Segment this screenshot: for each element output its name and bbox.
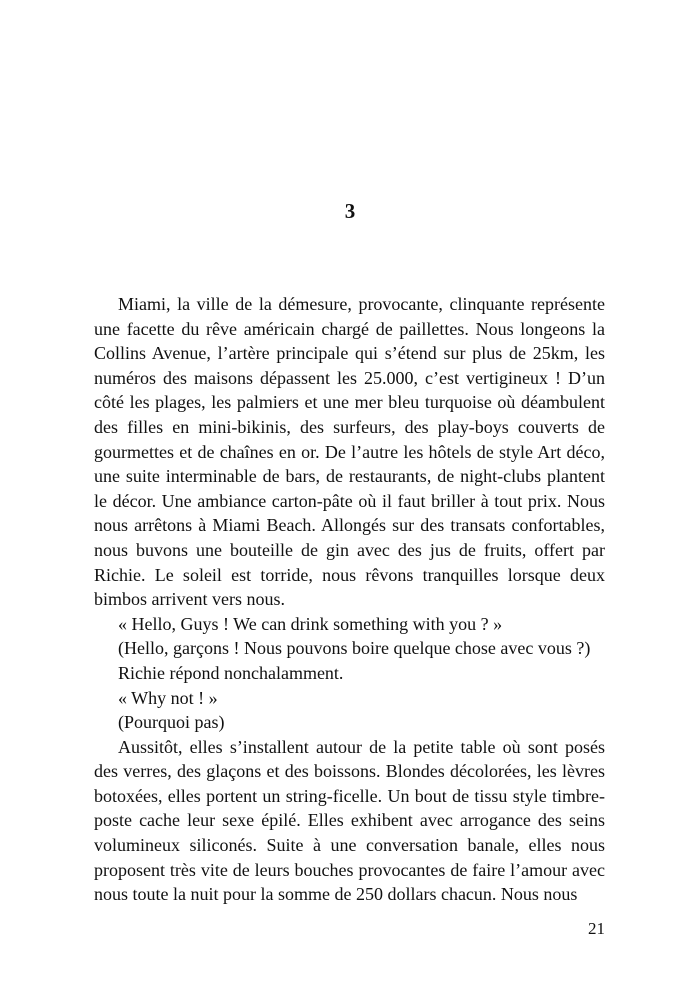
dialogue-line-richie-response: Richie répond nonchalamment. — [118, 662, 344, 683]
page-number: 21 — [588, 919, 605, 938]
dialogue-line-english-greeting: « Hello, Guys ! We can drink something with you ? » — [118, 613, 503, 634]
dialogue-line-pourquoi-pas: (Pourquoi pas) — [118, 712, 225, 733]
paragraph-miami-description: Miami, la ville de la démesure, provocante, clinquante représente une facette du rêve américain chargé de paillettes. Nous longeons la Collins Avenue, l’artère principale qui s’étend sur plus de 25km, les numéros des maisons dépassent les 25.000, c’est vertigineux ! D’un côté les plages, les palmiers et une mer bleu turquoise où déambulent des filles en mini-bikinis, des surfeurs, des play-boys couverts de gourmettes et de chaînes en or. De l’autre les hôtels de style Art déco, une suite interminable de bars, de restaurants, de night-clubs plantent le décor. Une ambiance carton-pâte où il faut briller à tout prix. Nous nous arrêtons à Miami Beach. Allongés sur des transats confortables, nous buvons une bouteille de gin avec des jus de fruits, offert par Richie. Le soleil est torride, nous rêvons tranquilles lorsque deux bimbos arrivent vers nous. — [94, 294, 605, 610]
paragraph-table-scene: Aussitôt, elles s’installent autour de la petite table où sont posés des verres, des glaçons et des boissons. Blondes décolorées, les lèvres botoxées, elles portent un string-ficelle. Un bout de tissu style timbre-poste cache leur sexe épilé. Elles exhibent avec arrogance des seins volumineux siliconés. Suite à une conversation banale, elles nous proposent très vite de leurs bouches provocantes de faire l’amour avec nous toute la nuit pour la somme de 250 dollars chacun. Nous nous — [94, 736, 605, 905]
dialogue-line-french-translation: (Hello, garçons ! Nous pouvons boire quelque chose avec vous ?) — [118, 638, 591, 659]
chapter-body-text — [94, 292, 605, 907]
dialogue-line-why-not: « Why not ! » — [118, 687, 218, 708]
chapter-number: 3 — [344, 199, 356, 223]
